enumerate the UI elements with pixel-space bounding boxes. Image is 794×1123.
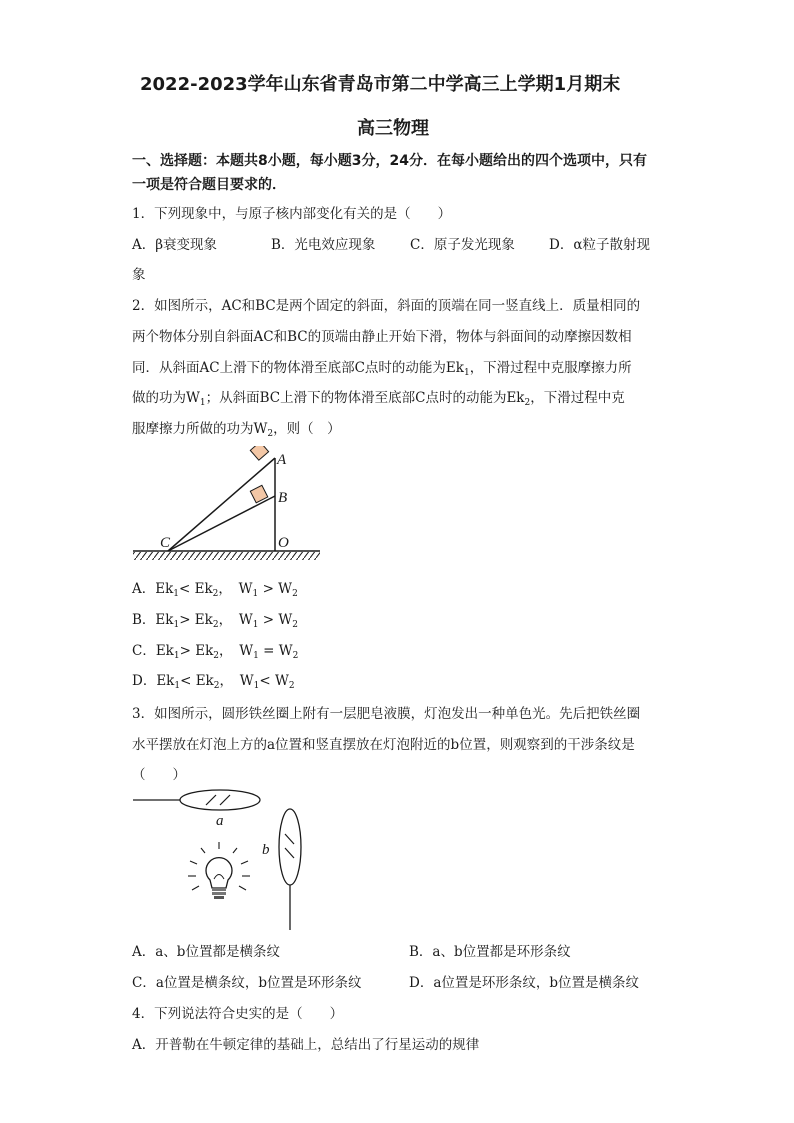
- q3-option-c: C．a位置是横条纹，b位置是环形条纹: [132, 975, 362, 991]
- incline-diagram: [130, 446, 330, 566]
- question-4-stem: 4．下列说法符合史实的是（ ）: [132, 1006, 344, 1022]
- q2-option-c: C．$Ek_1> Ek_2$， $W_1 = W_2$: [132, 643, 299, 661]
- q2-option-a: A．$Ek_1< Ek_2$， $W_1 > W_2$: [132, 581, 298, 599]
- page-subtitle: 高三物理: [357, 118, 429, 139]
- question-3-line3: （ ）: [132, 767, 186, 783]
- q2-option-d: D．$Ek_1< Ek_2$， $W_1< W_2$: [132, 673, 295, 691]
- question-2-line3: 同．从斜面AC上滑下的物体滑至底部C点时的动能为$Ek_1$，下滑过程中克服摩擦力所: [132, 360, 632, 378]
- q1-option-b: B．光电效应现象: [271, 237, 376, 253]
- q3-option-b: B．a、b位置都是环形条纹: [409, 944, 571, 960]
- label-c: C: [160, 535, 171, 551]
- soap-film-diagram: [128, 782, 318, 934]
- question-3-line1: 3．如图所示，圆形铁丝圈上附有一层肥皂液膜，灯泡发出一种单色光。先后把铁丝圈: [132, 706, 641, 722]
- block-on-bc: [250, 485, 267, 502]
- q1-option-d-continued: 象: [132, 267, 146, 283]
- q1-option-a: A．β衰变现象: [132, 237, 218, 253]
- q3-option-a: A．a、b位置都是横条纹: [132, 944, 280, 960]
- ring-a: [180, 790, 260, 810]
- section-heading-line1: 一、选择题：本题共8小题，每小题3分，24分．在每小题给出的四个选项中，只有: [132, 153, 647, 169]
- label-o: O: [278, 535, 289, 551]
- page-title: 2022-2023学年山东省青岛市第二中学高三上学期1月期末: [140, 74, 621, 95]
- q1-option-d: D．α粒子散射现: [549, 237, 650, 253]
- question-2-line2: 两个物体分别自斜面AC和BC的顶端由静止开始下滑，物体与斜面间的动摩擦因数相: [132, 329, 632, 345]
- light-bulb-icon: [188, 842, 250, 899]
- question-1-stem: 1．下列现象中，与原子核内部变化有关的是（ ）: [132, 206, 452, 222]
- question-2-line4: 做的功为$W_1$；从斜面BC上滑下的物体滑至底部C点时的动能为$Ek_2$，下滑过程中克: [132, 390, 625, 408]
- question-2-line1: 2．如图所示，AC和BC是两个固定的斜面，斜面的顶端在同一竖直线上．质量相同的: [132, 298, 641, 314]
- q1-option-c: C．原子发光现象: [410, 237, 515, 253]
- question-2-line5: 服摩擦力所做的功为$W_2$，则（ ）: [132, 421, 341, 439]
- q2-option-b: B．$Ek_1> Ek_2$， $W_1 > W_2$: [132, 612, 298, 630]
- ground-hatch: [133, 552, 320, 560]
- ring-b: [279, 809, 301, 885]
- label-b: B: [278, 490, 288, 506]
- label-position-a: a: [216, 813, 224, 829]
- section-heading-line2: 一项是符合题目要求的．: [132, 177, 286, 193]
- label-position-b: b: [262, 842, 270, 858]
- q4-option-a: A．开普勒在牛顿定律的基础上，总结出了行星运动的规律: [132, 1037, 480, 1053]
- question-3-line2: 水平摆放在灯泡上方的a位置和竖直摆放在灯泡附近的b位置，则观察到的干涉条纹是: [132, 737, 635, 753]
- label-a: A: [277, 452, 287, 468]
- block-on-ac: [250, 446, 268, 460]
- q3-option-d: D．a位置是环形条纹，b位置是横条纹: [409, 975, 640, 991]
